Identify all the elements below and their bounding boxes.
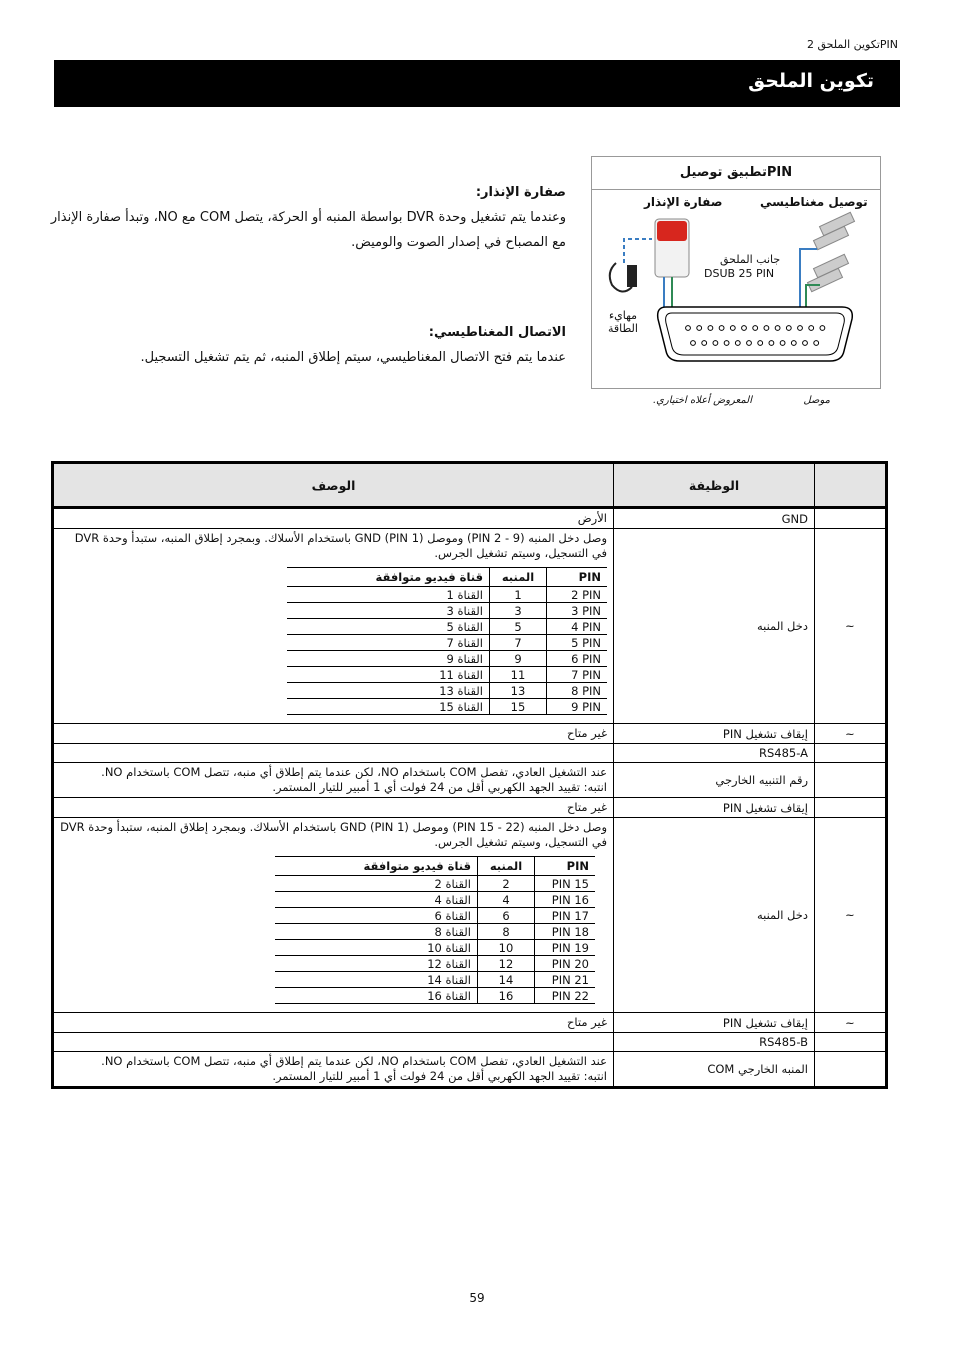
row-marker: ~	[815, 724, 887, 744]
pin-mapping-row	[275, 908, 595, 924]
alarm-cell: 12	[478, 956, 535, 972]
channel-cell: القناة 5	[287, 619, 490, 635]
row-desc-note: انتبه: تقييد الجهد الكهربي أقل من 24 فولت أي 1 أمبير للتيار المستمر.	[272, 1069, 607, 1083]
row-desc-text: وصل دخل المنبه (PIN 2 - 9) وموصل GND (PIN 1) باستخدام الأسلاك. وبمجرد إطلاق المنبه، ستبدأ وحدة DVR في التسجيل، وسيتم تشغيل الجرس.	[74, 531, 607, 560]
row-function: رقم التنبيه الخارجي	[614, 763, 815, 798]
row-function: دخل المنبه	[614, 529, 815, 724]
pin-mapping-row	[275, 892, 595, 908]
alarm-cell: 4	[478, 892, 535, 908]
pin-mapping-table	[275, 856, 595, 1004]
row-desc-text: عند التشغيل العادي، تفصل COM باستخدام NO، لكن عندما يتم إطلاق أي منبه، تتصل COM باستخدام NO.	[101, 765, 607, 779]
pin-mapping-row	[287, 587, 607, 603]
running-header: 2 تكوين الملحقPIN	[806, 38, 898, 51]
row-desc-text: غير متاح	[566, 726, 607, 740]
row-marker	[815, 744, 887, 763]
header-blank	[815, 463, 887, 508]
pin-mapping-row	[287, 619, 607, 635]
pin-cell: PIN 19	[535, 940, 596, 956]
diagram-title: تطبيق توصيلPIN	[592, 157, 880, 190]
diagram-drawing	[592, 157, 880, 388]
row-function: RS485-A	[614, 744, 815, 763]
pin-mapping-row	[275, 940, 595, 956]
pin-mapping-row	[275, 956, 595, 972]
channel-cell: القناة 13	[287, 683, 490, 699]
pin-mapping-table	[287, 567, 607, 715]
row-function: إيقاف تشغيل PIN	[614, 1013, 815, 1033]
row-marker: ~	[815, 818, 887, 1013]
table-row	[53, 1033, 887, 1052]
siren-lamp	[657, 221, 687, 241]
dsub-label: DSUB 25 PIN	[704, 267, 775, 280]
alarm-cell: 7	[490, 635, 547, 651]
table-row	[53, 798, 887, 818]
row-function: إيقاف تشغيل PIN	[614, 798, 815, 818]
pin-table	[51, 461, 888, 1089]
row-marker	[815, 798, 887, 818]
pin-mapping-row	[275, 988, 595, 1004]
row-desc	[53, 798, 614, 818]
channel-cell: القناة 14	[275, 972, 478, 988]
magnetic-label: توصيل مغناطيسي	[760, 195, 868, 209]
row-marker	[815, 763, 887, 798]
pin-col-header: PIN	[547, 568, 608, 587]
row-desc	[53, 508, 614, 529]
row-marker: ~	[815, 529, 887, 724]
row-desc	[53, 529, 614, 724]
row-marker	[815, 508, 887, 529]
siren-line-1: وعندما يتم تشغيل وحدة DVR بواسطة المنبه أو الحركة، يتصل COM مع NO، وتبدأ صفارة الإنذار	[50, 210, 566, 225]
pin-mapping-row	[287, 699, 607, 715]
pin-mapping-row	[275, 924, 595, 940]
pin-mapping-row	[287, 683, 607, 699]
alarm-cell: 2	[478, 876, 535, 892]
pin-cell: 8 PIN	[547, 683, 608, 699]
caption-connector: موصل	[803, 395, 830, 406]
pin-cell: PIN 16	[535, 892, 596, 908]
channel-cell: القناة 8	[275, 924, 478, 940]
alarm-cell: 14	[478, 972, 535, 988]
pin-mapping-row	[275, 972, 595, 988]
magnetic-contact-icon	[813, 212, 854, 249]
alarm-cell: 5	[490, 619, 547, 635]
pin-mapping-header	[275, 857, 595, 876]
magnetic-line-1: عندما يتم فتح الاتصال المغناطيسي، سيتم إطلاق المنبه، ثم يتم تشغيل التسجيل.	[140, 350, 566, 365]
channel-cell: القناة 16	[275, 988, 478, 1004]
channel-cell: القناة 9	[287, 651, 490, 667]
alarm-cell: 6	[478, 908, 535, 924]
channel-cell: القناة 4	[275, 892, 478, 908]
pin-cell: 5 PIN	[547, 635, 608, 651]
alarm-cell: 3	[490, 603, 547, 619]
siren-section	[46, 180, 566, 255]
channel-col-header: قناة فيديو متوافقة	[287, 568, 490, 587]
table-row	[53, 744, 887, 763]
pin-mapping-header	[287, 568, 607, 587]
row-function: إيقاف تشغيل PIN	[614, 724, 815, 744]
row-function: دخل المنبه	[614, 818, 815, 1013]
table-row	[53, 763, 887, 798]
pin-cell: PIN 15	[535, 876, 596, 892]
row-desc	[53, 1013, 614, 1033]
header-func: الوظيفة	[614, 463, 815, 508]
channel-cell: القناة 12	[275, 956, 478, 972]
table-row	[53, 508, 887, 529]
table-row	[53, 724, 887, 744]
pin-cell: PIN 17	[535, 908, 596, 924]
pin-cell: 6 PIN	[547, 651, 608, 667]
alarm-cell: 8	[478, 924, 535, 940]
pin-mapping-row	[275, 876, 595, 892]
row-desc-text: الأرض	[577, 511, 607, 525]
row-function: GND	[614, 508, 815, 529]
channel-cell: القناة 3	[287, 603, 490, 619]
alarm-cell: 1	[490, 587, 547, 603]
magnetic-contact-icon-2	[807, 254, 848, 291]
pin-cell: 9 PIN	[547, 699, 608, 715]
row-desc	[53, 724, 614, 744]
channel-cell: القناة 7	[287, 635, 490, 651]
row-desc	[53, 744, 614, 763]
row-desc-note: انتبه: تقييد الجهد الكهربي أقل من 24 فولت أي 1 أمبير للتيار المستمر.	[272, 780, 607, 794]
table-row	[53, 1013, 887, 1033]
alarm-cell: 10	[478, 940, 535, 956]
adapter-wire	[624, 239, 652, 263]
pin-cell: 2 PIN	[547, 587, 608, 603]
row-desc-text: وصل دخل المنبه (PIN 15 - 22) وموصل GND (PIN 1) باستخدام الأسلاك. وبمجرد إطلاق المنبه، ستبدأ وحدة DVR في التسجيل، وسيتم تشغيل الجرس.	[60, 820, 607, 849]
pin-cell: 4 PIN	[547, 619, 608, 635]
pin-mapping-row	[287, 667, 607, 683]
siren-heading: صفارة الإنذار:	[475, 185, 566, 200]
row-marker	[815, 1033, 887, 1052]
page-number: 59	[469, 1291, 485, 1305]
row-marker	[815, 1052, 887, 1088]
pin-cell: 3 PIN	[547, 603, 608, 619]
connection-diagram	[591, 156, 881, 389]
row-function: RS485-B	[614, 1033, 815, 1052]
alarm-cell: 9	[490, 651, 547, 667]
row-desc	[53, 763, 614, 798]
row-function: المنبه الخارجي COM	[614, 1052, 815, 1088]
table-header-row	[53, 463, 887, 508]
caption-optional: المعروض أعلاه اختياري.	[652, 395, 752, 406]
section-title-bar	[54, 60, 900, 107]
alarm-cell: 11	[490, 667, 547, 683]
row-desc-text: غير متاح	[566, 1015, 607, 1029]
channel-col-header: قناة فيديو متوافقة	[275, 857, 478, 876]
pin-mapping-row	[287, 603, 607, 619]
row-desc-text: غير متاح	[566, 800, 607, 814]
dsub25-connector	[658, 307, 853, 361]
row-desc	[53, 1052, 614, 1088]
alarm-col-header: المنبه	[490, 568, 547, 587]
power-adapter-label: مهايء الطاقة	[608, 309, 638, 335]
alarm-col-header: المنبه	[478, 857, 535, 876]
row-desc	[53, 1033, 614, 1052]
pin-cell: PIN 22	[535, 988, 596, 1004]
pin-mapping-row	[287, 635, 607, 651]
section-title: تكوين الملحق	[748, 70, 874, 92]
table-row	[53, 818, 887, 1013]
siren-line-2: مع المصباح في إصدار الصوت والوميض.	[351, 235, 566, 250]
pin-cell: 7 PIN	[547, 667, 608, 683]
magnetic-section	[46, 320, 566, 370]
accessory-side-label: جانب الملحق	[720, 253, 781, 266]
table-row	[53, 1052, 887, 1088]
pin-mapping-row	[287, 651, 607, 667]
pin-cell: PIN 18	[535, 924, 596, 940]
channel-cell: القناة 15	[287, 699, 490, 715]
alarm-cell: 15	[490, 699, 547, 715]
power-adapter-icon	[610, 263, 637, 292]
pin-cell: PIN 21	[535, 972, 596, 988]
channel-cell: القناة 1	[287, 587, 490, 603]
header-desc: الوصف	[53, 463, 614, 508]
channel-cell: القناة 11	[287, 667, 490, 683]
pin-cell: PIN 20	[535, 956, 596, 972]
pin-col-header: PIN	[535, 857, 596, 876]
magnetic-heading: الاتصال المغناطيسي:	[428, 325, 566, 340]
alarm-cell: 13	[490, 683, 547, 699]
channel-cell: القناة 10	[275, 940, 478, 956]
table-row	[53, 529, 887, 724]
row-marker: ~	[815, 1013, 887, 1033]
siren-label: صفارة الإنذار	[644, 195, 723, 209]
alarm-cell: 16	[478, 988, 535, 1004]
channel-cell: القناة 2	[275, 876, 478, 892]
row-desc	[53, 818, 614, 1013]
channel-cell: القناة 6	[275, 908, 478, 924]
row-desc-text: عند التشغيل العادي، تفصل COM باستخدام NO، لكن عندما يتم إطلاق أي منبه، تتصل COM باستخدام NO.	[101, 1054, 607, 1068]
